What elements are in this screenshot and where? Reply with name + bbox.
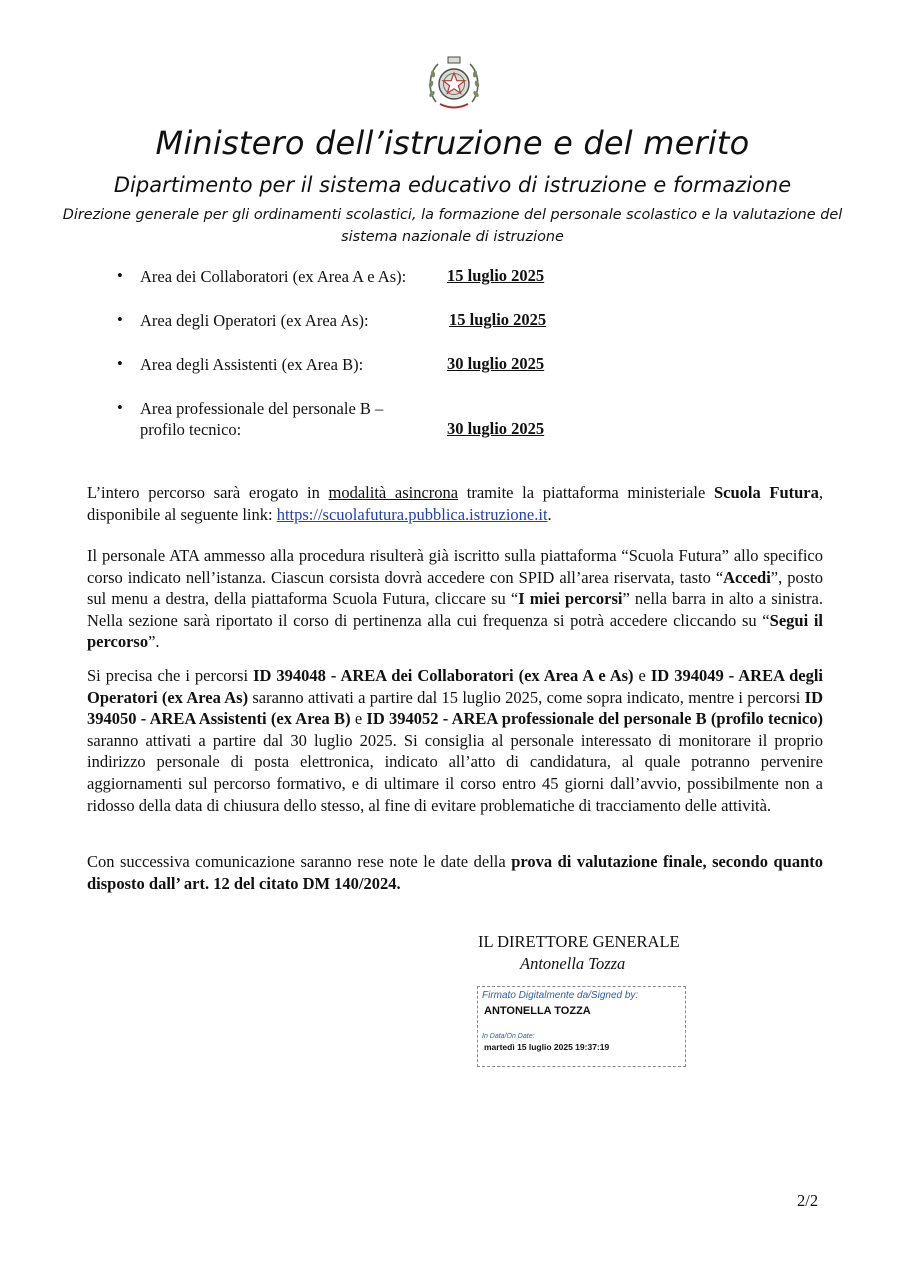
text-run: L’intero percorso sarà erogato in [87, 483, 329, 502]
signed-date-label: In Data/On Date: [482, 1033, 535, 1040]
bullet-icon: • [117, 266, 123, 285]
deadline-item [117, 310, 577, 354]
bold-text: Scuola Futura [713, 483, 819, 502]
bold-text: Segui il percorso [87, 610, 823, 652]
bullet-icon: • [117, 398, 123, 417]
text-run: Il personale ATA ammesso alla procedura risulterà già iscritto sulla piattaforma “Scuola Futura” allo specifico corso indicato nell’istanza. Ciascun corsista dovrà accedere con SPID all’area riservata, tasto “ [87, 546, 823, 587]
text-run: . [547, 504, 552, 524]
deadline-item [117, 266, 577, 310]
bold-text: I miei percorsi [518, 589, 623, 609]
deadline-date: 15 luglio 2025 [449, 310, 547, 329]
deadline-date: 15 luglio 2025 [447, 266, 545, 285]
digital-signature-stamp [477, 986, 686, 1067]
text-run: , disponibile al seguente link: [87, 483, 823, 524]
deadline-label: Area degli Operatori (ex Area As): [140, 311, 369, 330]
ministry-title: Ministero dell’istruzione e del merito [155, 124, 750, 162]
deadline-label-line-1: Area professionale del personale B – [140, 399, 384, 418]
deadline-label: Area degli Assistenti (ex Area B): [140, 355, 364, 374]
page-number: 2/2 [797, 1191, 819, 1210]
bullet-icon: • [117, 354, 123, 373]
text-run: saranno attivati a partire dal 15 luglio 2025, come sopra indicato, mentre i percorsi [248, 687, 805, 707]
text-run: Si precisa che i percorsi [87, 666, 254, 685]
paragraph-course-activation [87, 665, 823, 816]
text-run: e [633, 666, 651, 685]
bold-text: ID 394049 - AREA degli Operatori (ex Area As) [87, 666, 824, 707]
deadline-label-line-2: profilo tecnico: [140, 420, 242, 439]
bold-text: ID 394050 - AREA Assistenti (ex Area B) [87, 687, 823, 729]
directorate-line-2: sistema nazionale di istruzione [341, 229, 564, 245]
deadline-label [140, 398, 440, 440]
signed-by-name: ANTONELLA TOZZA [484, 1005, 591, 1017]
underlined-text: modalità asincrona [328, 483, 459, 502]
paragraph-platform [87, 482, 823, 525]
text-run: ”, posto sul menu a destra, della piattaforma Scuola Futura, cliccare su “ [87, 567, 823, 609]
deadline-date: 30 luglio 2025 [447, 419, 545, 438]
deadline-list [117, 266, 577, 458]
bold-text: prova di valutazione finale, secondo quanto disposto dall’ art. 12 del citato DM 140/2024. [87, 852, 824, 893]
text-run: Con successiva comunicazione saranno rese note le date della [87, 852, 512, 871]
paragraph-final-exam [87, 851, 823, 894]
department-title: Dipartimento per il sistema educativo di istruzione e formazione [113, 173, 792, 197]
text-run: saranno attivati a partire dal 30 luglio 2025. Si consiglia al personale interessato di monitorare il proprio indirizzo personale di posta elettronica, indicato all’atto di candidatura, al quale potranno pervenire aggiornamenti sul percorso formativo, e di ultimare il corso entro 45 giorni dall’avvio, possibilmente non a ridosso della data di chiusura dello stesso, al fine di evitare problematiche di tracciamento delle attività. [87, 730, 823, 815]
signed-by-label: Firmato Digitalmente da/Signed by: [482, 990, 639, 1001]
text-run: tramite la piattaforma ministeriale [458, 483, 714, 502]
deadline-item [117, 354, 577, 398]
paragraph-access-instructions [87, 545, 823, 653]
deadline-date: 30 luglio 2025 [447, 354, 545, 373]
deadline-item [117, 398, 577, 458]
signer-title: IL DIRETTORE GENERALE [478, 932, 680, 951]
scuola-futura-link[interactable]: https://scuolafutura.pubblica.istruzione.it [276, 504, 548, 524]
signer-name: Antonella Tozza [520, 954, 626, 973]
italian-republic-emblem-icon [426, 54, 482, 114]
directorate-line-1: Direzione generale per gli ordinamenti scolastici, la formazione del personale scolastico e la valutazione del [62, 207, 843, 223]
text-run: e [350, 709, 367, 729]
text-run: ” nella barra in alto a sinistra. Nella sezione sarà riportato il corso di pertinenza alla cui frequenza si potrà accedere cliccando su “ [87, 589, 823, 630]
deadline-label: Area dei Collaboratori (ex Area A e As): [140, 267, 407, 286]
text-run: ”. [148, 632, 160, 652]
directorate-title [0, 204, 905, 248]
bullet-icon: • [117, 310, 123, 329]
bold-text: ID 394052 - AREA professionale del personale B (profilo tecnico) [366, 709, 823, 729]
bold-text: Accedi [723, 567, 771, 587]
signed-date: martedì 15 luglio 2025 19:37:19 [484, 1042, 610, 1052]
bold-text: ID 394048 - AREA dei Collaboratori (ex Area A e As) [253, 666, 634, 685]
